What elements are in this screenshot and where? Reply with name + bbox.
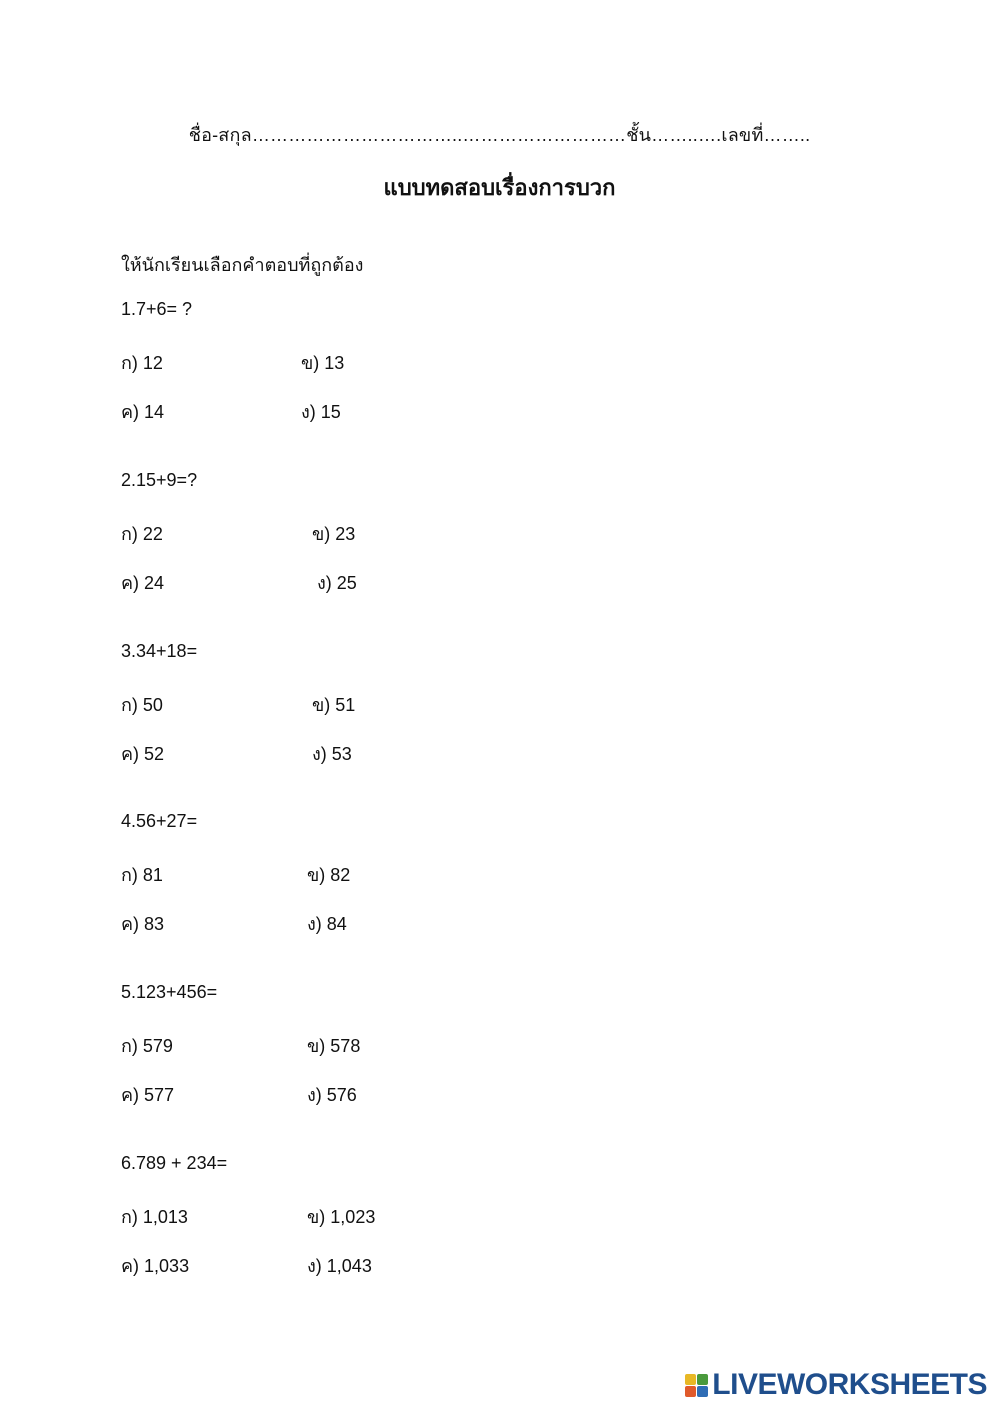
logo-square-1 xyxy=(685,1374,696,1385)
question-2: 2.15+9=? xyxy=(121,470,198,490)
logo-square-2 xyxy=(697,1374,708,1385)
question-3-choice-a[interactable]: ก) 50 xyxy=(121,695,163,715)
worksheet-title: แบบทดสอบเรื่องการบวก xyxy=(383,175,616,200)
question-2-choice-d[interactable]: ง) 25 xyxy=(317,573,357,593)
question-5-choice-a[interactable]: ก) 579 xyxy=(121,1036,173,1056)
instruction-text: ให้นักเรียนเลือกคำตอบที่ถูกต้อง xyxy=(121,255,364,275)
question-1-choice-a[interactable]: ก) 12 xyxy=(121,353,163,373)
question-4-choice-c[interactable]: ค) 83 xyxy=(121,914,165,934)
question-5: 5.123+456= xyxy=(121,982,218,1002)
question-4-choice-b[interactable]: ข) 82 xyxy=(307,865,351,885)
question-6-choice-a[interactable]: ก) 1,013 xyxy=(121,1207,188,1227)
question-6-choice-c[interactable]: ค) 1,033 xyxy=(121,1256,190,1276)
question-4: 4.56+27= xyxy=(121,811,198,831)
question-3-choice-d[interactable]: ง) 53 xyxy=(312,744,352,764)
question-5-choice-d[interactable]: ง) 576 xyxy=(307,1085,357,1105)
question-2-choice-c[interactable]: ค) 24 xyxy=(121,573,165,593)
question-1-choice-c[interactable]: ค) 14 xyxy=(121,402,165,422)
logo-square-3 xyxy=(685,1386,696,1397)
question-6-choice-d[interactable]: ง) 1,043 xyxy=(307,1256,372,1276)
question-1-choice-d[interactable]: ง) 15 xyxy=(301,402,341,422)
question-1-choice-b[interactable]: ข) 13 xyxy=(301,353,345,373)
question-6-choice-b[interactable]: ข) 1,023 xyxy=(307,1207,376,1227)
question-5-choice-c[interactable]: ค) 577 xyxy=(121,1085,175,1105)
question-6: 6.789 + 234= xyxy=(121,1153,228,1173)
question-3-choice-b[interactable]: ข) 51 xyxy=(312,695,356,715)
question-4-choice-a[interactable]: ก) 81 xyxy=(121,865,163,885)
question-5-choice-b[interactable]: ข) 578 xyxy=(307,1036,361,1056)
question-4-choice-d[interactable]: ง) 84 xyxy=(307,914,347,934)
question-2-choice-b[interactable]: ข) 23 xyxy=(312,524,356,544)
student-info-line: ชื่อ-สกุล……………………………..………………………ชั้น……..….เลขที่…….. xyxy=(188,125,811,145)
question-1: 1.7+6= ? xyxy=(121,299,193,319)
question-3: 3.34+18= xyxy=(121,641,198,661)
logo-text: LIVEWORKSHEETS xyxy=(712,1368,987,1401)
liveworksheets-logo xyxy=(685,1370,987,1400)
logo-mark-icon xyxy=(685,1374,708,1397)
question-2-choice-a[interactable]: ก) 22 xyxy=(121,524,163,544)
logo-square-4 xyxy=(697,1386,708,1397)
question-3-choice-c[interactable]: ค) 52 xyxy=(121,744,165,764)
